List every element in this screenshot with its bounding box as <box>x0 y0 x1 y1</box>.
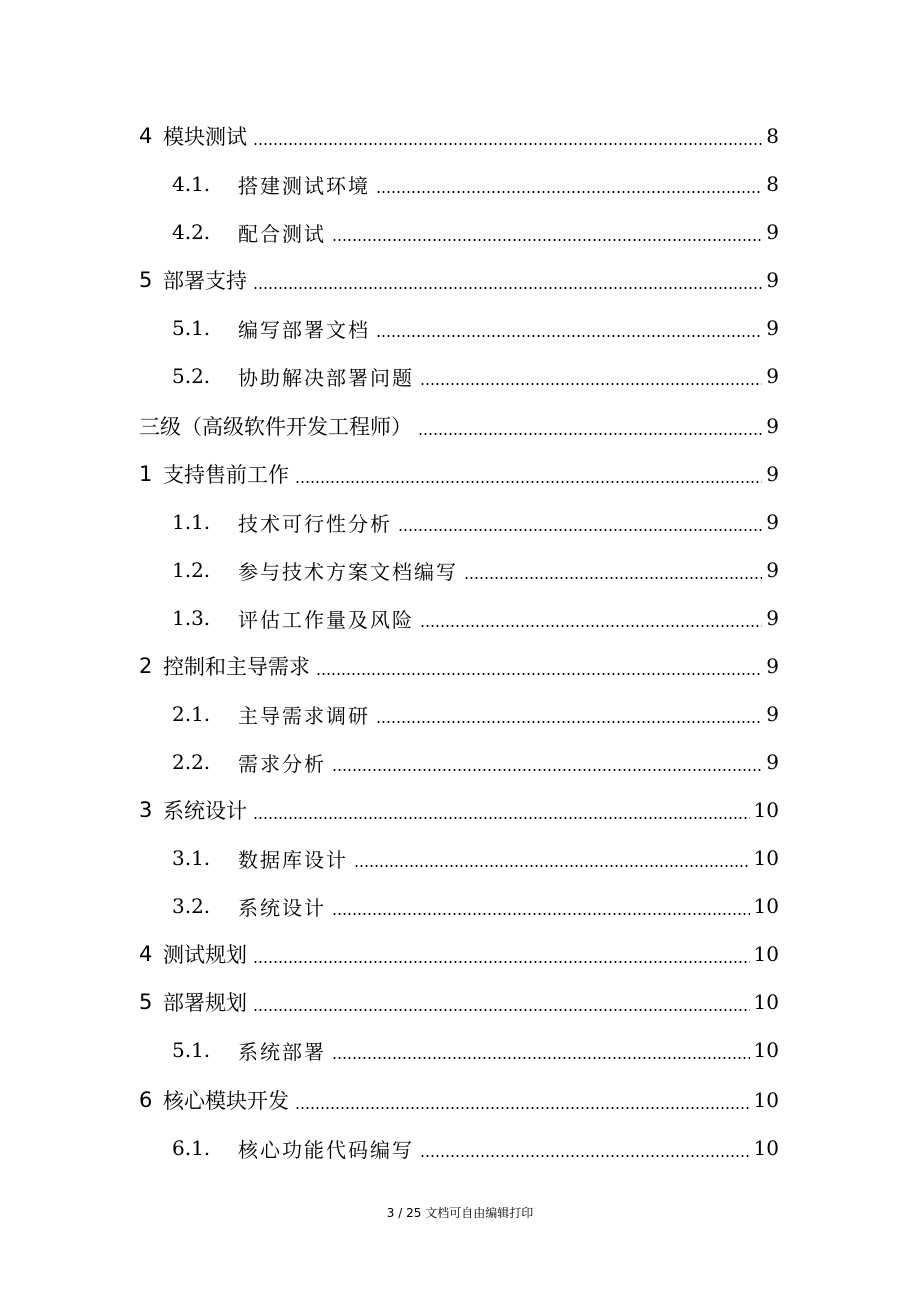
toc-entry-number: 6 <box>139 1088 153 1112</box>
toc-page-number: 9 <box>766 606 779 630</box>
toc-page-number: 9 <box>766 654 779 678</box>
toc-entry-title: 核心模块开发 <box>163 1089 289 1113</box>
toc-entry-heading <box>0 1036 326 1065</box>
toc-dot-leader <box>253 961 750 963</box>
toc-entry-title: 技术可行性分析 <box>238 511 392 536</box>
toc-entry-heading <box>0 459 289 489</box>
toc-entry[interactable] <box>0 982 920 1022</box>
toc-dot-leader <box>253 1009 750 1011</box>
toc-entry[interactable] <box>0 598 920 638</box>
toc-entry-heading <box>0 170 370 199</box>
toc-entry-number: 5.2. <box>172 364 211 388</box>
toc-dot-leader <box>295 481 762 483</box>
toc-entry-title: 编写部署文档 <box>238 317 370 342</box>
toc-entry-heading <box>0 314 370 343</box>
toc-entry-title: 测试规划 <box>163 943 247 967</box>
toc-entry-heading <box>0 939 247 969</box>
toc-page-number: 9 <box>766 462 779 486</box>
toc-dot-leader <box>464 577 762 579</box>
toc-dot-leader <box>376 335 762 337</box>
toc-dot-leader <box>253 817 750 819</box>
toc-entry[interactable] <box>0 308 920 348</box>
toc-dot-leader <box>398 529 762 531</box>
toc-entry-title: 核心功能代码编写 <box>238 1137 414 1162</box>
toc-page-number: 10 <box>753 1038 779 1062</box>
toc-entry-heading <box>0 987 247 1017</box>
toc-dot-leader <box>420 1155 750 1157</box>
toc-entry-number: 1.3. <box>172 606 211 630</box>
toc-entry-heading <box>0 795 247 825</box>
toc-entry[interactable] <box>0 550 920 590</box>
toc-entry[interactable] <box>0 116 920 156</box>
toc-page-number: 9 <box>766 268 779 292</box>
toc-page-number: 9 <box>766 558 779 582</box>
toc-entry-number: 4 <box>139 942 153 966</box>
toc-page-number: 9 <box>766 220 779 244</box>
toc-entry[interactable] <box>0 454 920 494</box>
toc-entry[interactable] <box>0 260 920 300</box>
toc-dot-leader <box>418 433 762 435</box>
toc-entry[interactable] <box>0 934 920 974</box>
toc-dot-leader <box>420 383 762 385</box>
toc-entry[interactable] <box>0 838 920 878</box>
toc-dot-leader <box>295 1107 750 1109</box>
toc-dot-leader <box>420 625 762 627</box>
toc-entry[interactable] <box>0 502 920 542</box>
toc-dot-leader <box>332 913 750 915</box>
toc-entry[interactable] <box>0 1030 920 1070</box>
toc-entry-heading <box>0 508 392 537</box>
toc-entry[interactable] <box>0 356 920 396</box>
toc-page-number: 9 <box>766 414 779 438</box>
toc-entry-heading <box>0 892 326 921</box>
toc-page-number: 9 <box>766 702 779 726</box>
toc-entry[interactable] <box>0 1080 920 1120</box>
toc-page-number: 8 <box>766 172 779 196</box>
toc-entry-title: 系统部署 <box>238 1039 326 1064</box>
toc-entry-number: 4.1. <box>172 172 211 196</box>
toc-entry-number: 5 <box>139 990 153 1014</box>
toc-entry-title: 主导需求调研 <box>238 703 370 728</box>
toc-dot-leader <box>332 1057 750 1059</box>
toc-entry-title: 支持售前工作 <box>163 463 289 487</box>
toc-dot-leader <box>253 143 762 145</box>
toc-entry-title: 系统设计 <box>238 895 326 920</box>
page-footer: 3 / 25 文档可自由编辑打印 <box>386 1206 534 1220</box>
toc-entry[interactable] <box>0 742 920 782</box>
toc-entry-title: 配合测试 <box>238 221 326 246</box>
toc-entry-number: 3.1. <box>172 846 211 870</box>
toc-dot-leader <box>316 673 762 675</box>
toc-entry[interactable] <box>0 1128 920 1168</box>
toc-entry-number: 5.1. <box>172 316 211 340</box>
toc-entry-heading <box>0 411 412 441</box>
toc-entry-heading <box>0 1134 414 1163</box>
toc-entry-title: 评估工作量及风险 <box>238 607 414 632</box>
toc-entry-number: 2.2. <box>172 750 211 774</box>
toc-entry[interactable] <box>0 790 920 830</box>
toc-entry-number: 2.1. <box>172 702 211 726</box>
toc-entry[interactable] <box>0 212 920 252</box>
toc-page-number: 8 <box>766 124 779 148</box>
toc-entry-title: 数据库设计 <box>238 847 348 872</box>
toc-entry-heading <box>0 556 458 585</box>
toc-page-number: 10 <box>753 1088 779 1112</box>
toc-page-number: 9 <box>766 364 779 388</box>
toc-entry-heading <box>0 651 310 681</box>
toc-page-number: 10 <box>753 846 779 870</box>
toc-entry-number: 1.1. <box>172 510 211 534</box>
toc-entry-heading <box>0 1085 289 1115</box>
toc-entry-heading <box>0 700 370 729</box>
toc-dot-leader <box>376 721 762 723</box>
toc-page-number: 9 <box>766 510 779 534</box>
toc-entry-heading <box>0 604 414 633</box>
toc-entry-heading <box>0 218 326 247</box>
toc-entry-number: 3 <box>139 798 153 822</box>
toc-entry-number: 5 <box>139 268 153 292</box>
toc-dot-leader <box>253 287 762 289</box>
toc-page-number: 10 <box>753 942 779 966</box>
toc-entry-title: 部署支持 <box>163 269 247 293</box>
toc-entry-title: 三级（高级软件开发工程师） <box>139 415 412 439</box>
toc-entry[interactable] <box>0 406 920 446</box>
toc-page-number: 10 <box>753 894 779 918</box>
toc-entry-title: 搭建测试环境 <box>238 173 370 198</box>
toc-entry-heading <box>0 748 326 777</box>
toc-entry[interactable] <box>0 886 920 926</box>
toc-page-number: 10 <box>753 798 779 822</box>
toc-dot-leader <box>354 865 750 867</box>
toc-entry-number: 1 <box>139 462 153 486</box>
toc-dot-leader <box>332 239 762 241</box>
toc-entry-number: 4 <box>139 124 153 148</box>
toc-dot-leader <box>332 769 762 771</box>
toc-entry[interactable] <box>0 164 920 204</box>
toc-entry-heading <box>0 265 247 295</box>
toc-entry-number: 5.1. <box>172 1038 211 1062</box>
toc-entry-title: 部署规划 <box>163 991 247 1015</box>
toc-entry-number: 3.2. <box>172 894 211 918</box>
toc-page-number: 10 <box>753 1136 779 1160</box>
toc-entry-title: 需求分析 <box>238 751 326 776</box>
toc-entry-heading <box>0 844 348 873</box>
toc-entry-number: 4.2. <box>172 220 211 244</box>
toc-page-number: 9 <box>766 750 779 774</box>
toc-entry-title: 协助解决部署问题 <box>238 365 414 390</box>
toc-entry-title: 控制和主导需求 <box>163 655 310 679</box>
toc-entry-heading <box>0 362 414 391</box>
toc-page-number: 9 <box>766 316 779 340</box>
toc-page-number: 10 <box>753 990 779 1014</box>
toc-entry[interactable] <box>0 694 920 734</box>
toc-entry[interactable] <box>0 646 920 686</box>
toc-entry-number: 2 <box>139 654 153 678</box>
toc-entry-heading <box>0 121 247 151</box>
toc-dot-leader <box>376 191 762 193</box>
toc-entry-number: 1.2. <box>172 558 211 582</box>
toc-entry-title: 参与技术方案文档编写 <box>238 559 458 584</box>
toc-entry-title: 系统设计 <box>163 799 247 823</box>
toc-entry-title: 模块测试 <box>163 125 247 149</box>
toc-entry-number: 6.1. <box>172 1136 211 1160</box>
